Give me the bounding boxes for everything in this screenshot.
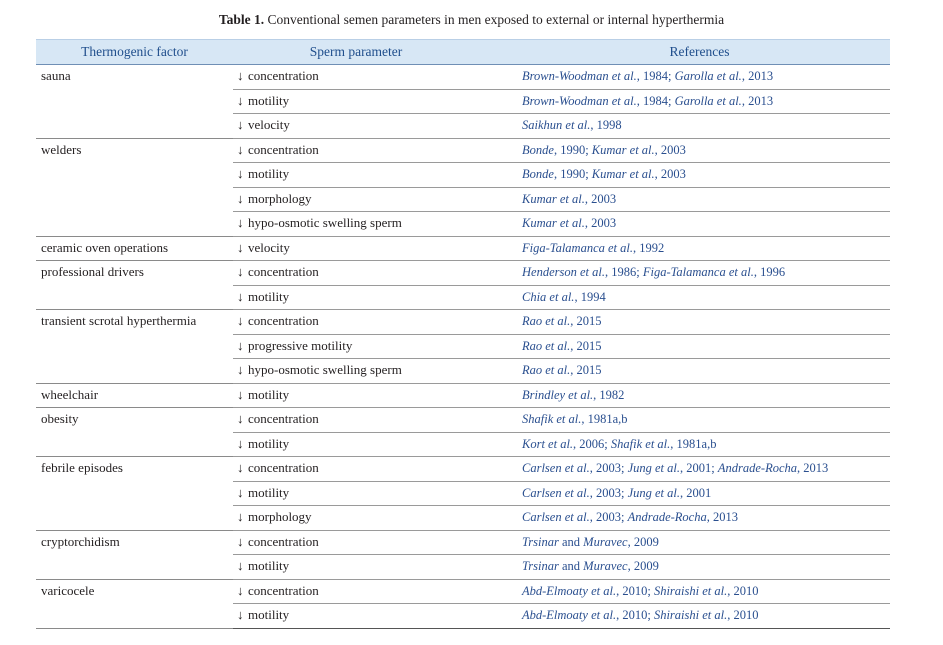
table-header — [36, 40, 890, 65]
sperm-parameter-cell — [233, 187, 489, 212]
reference-year: , 2003 — [584, 191, 617, 206]
reference-year: , 2001; — [680, 461, 718, 475]
reference-author: Shafik et al. — [610, 436, 671, 451]
sperm-parameter-label: motility — [248, 386, 290, 402]
reference-author: Carlsen et al. — [522, 485, 590, 500]
column-header-sperm-parameter: Sperm parameter — [233, 40, 489, 65]
reference-citation — [654, 608, 759, 622]
decrease-arrow-icon: ↓ — [237, 362, 244, 377]
decrease-arrow-icon: ↓ — [237, 582, 244, 598]
reference-year: , 2013 — [741, 69, 774, 83]
sperm-parameter-label: velocity — [248, 239, 290, 255]
references-cell — [489, 285, 890, 310]
table-row — [36, 530, 890, 555]
references-cell — [489, 236, 890, 261]
reference-citation — [522, 216, 616, 230]
table-row — [36, 65, 890, 90]
sperm-parameter-cell — [233, 457, 489, 482]
references-cell — [489, 310, 890, 335]
references-cell — [489, 383, 890, 408]
reference-year: , 1982 — [593, 387, 625, 402]
reference-citation — [522, 241, 664, 255]
reference-year: , 2015 — [570, 363, 602, 377]
sperm-parameter-label: motility — [248, 288, 290, 304]
hyperthermia-table — [36, 39, 890, 629]
thermogenic-factor-cell: obesity — [36, 408, 233, 457]
table-row — [36, 236, 890, 261]
reference-citation — [643, 265, 785, 279]
thermogenic-factor-cell: febrile episodes — [36, 457, 233, 531]
table-row — [36, 579, 890, 604]
decrease-arrow-icon: ↓ — [237, 607, 244, 622]
table-row — [36, 383, 890, 408]
column-header-thermogenic-factor: Thermogenic factor — [36, 40, 233, 65]
sperm-parameter-label: concentration — [248, 313, 319, 328]
reference-citation — [522, 339, 602, 353]
reference-citation — [611, 437, 717, 451]
reference-citation — [522, 388, 624, 402]
reference-citation — [522, 143, 592, 157]
table-body — [36, 65, 890, 629]
reference-author: Figa-Talamanca et al. — [642, 265, 754, 279]
reference-citation — [675, 69, 774, 83]
reference-citation — [522, 584, 654, 598]
sperm-parameter-label: motility — [248, 558, 290, 573]
reference-year: , 1990; — [553, 167, 592, 181]
reference-citation — [592, 143, 686, 157]
reference-year: , 2003 — [584, 216, 617, 230]
reference-year: , 2003; — [589, 485, 628, 500]
decrease-arrow-icon: ↓ — [237, 558, 244, 573]
reference-author: Garolla et al. — [674, 93, 742, 108]
reference-year: , 1981a,b — [670, 436, 717, 451]
decrease-arrow-icon: ↓ — [237, 460, 244, 475]
thermogenic-factor-cell: varicocele — [36, 579, 233, 628]
sperm-parameter-label: progressive motility — [248, 337, 353, 353]
decrease-arrow-icon: ↓ — [237, 533, 244, 549]
thermogenic-factor-cell: cryptorchidism — [36, 530, 233, 579]
reference-author: Jung et al. — [627, 485, 680, 500]
reference-year: , 2003 — [654, 142, 686, 157]
sperm-parameter-label: motility — [248, 607, 290, 622]
reference-year: , 2001 — [680, 485, 712, 500]
decrease-arrow-icon: ↓ — [237, 92, 244, 108]
references-cell — [489, 530, 890, 555]
reference-year: , 2010 — [727, 608, 759, 622]
sperm-parameter-label: motility — [248, 484, 290, 500]
references-cell — [489, 359, 890, 384]
decrease-arrow-icon: ↓ — [237, 190, 244, 206]
table-row — [36, 408, 890, 433]
sperm-parameter-cell — [233, 604, 489, 629]
thermogenic-factor-cell: transient scrotal hyperthermia — [36, 310, 233, 384]
reference-citation — [628, 510, 738, 524]
thermogenic-factor-cell: sauna — [36, 65, 233, 139]
references-cell — [489, 65, 890, 90]
reference-year: , 2015 — [570, 338, 602, 353]
sperm-parameter-cell — [233, 555, 489, 580]
reference-citation — [592, 167, 686, 181]
reference-year: , 2010; — [616, 583, 654, 598]
reference-year: , 2003 — [654, 167, 686, 181]
reference-author: Muravec — [583, 534, 628, 549]
reference-citation — [628, 461, 718, 475]
reference-year: , 2010; — [616, 608, 654, 622]
reference-citation — [522, 314, 602, 328]
thermogenic-factor-cell: professional drivers — [36, 261, 233, 310]
sperm-parameter-label: motility — [248, 435, 290, 451]
decrease-arrow-icon: ↓ — [237, 435, 244, 451]
sperm-parameter-cell — [233, 261, 489, 286]
references-cell — [489, 579, 890, 604]
reference-author: Shiraishi et al. — [653, 608, 728, 622]
decrease-arrow-icon: ↓ — [237, 117, 244, 132]
table-caption-text: Conventional semen parameters in men exposed to external or internal hyperthermia — [267, 12, 725, 27]
reference-author: Jung et al. — [627, 461, 680, 475]
reference-author: Henderson et al. — [522, 265, 605, 279]
reference-citation — [522, 94, 675, 108]
reference-citation — [583, 535, 659, 549]
sperm-parameter-cell — [233, 65, 489, 90]
decrease-arrow-icon: ↓ — [237, 141, 244, 157]
reference-author: Rao et al. — [522, 314, 571, 328]
reference-author: Kort et al. — [522, 436, 574, 451]
sperm-parameter-cell — [233, 383, 489, 408]
reference-author: Brown-Woodman et al. — [522, 93, 637, 108]
table-row — [36, 310, 890, 335]
reference-year: , 2003; — [589, 510, 628, 524]
sperm-parameter-label: hypo-osmotic swelling sperm — [248, 362, 402, 377]
reference-citation — [522, 118, 622, 132]
reference-author: Trsinar — [522, 534, 559, 549]
decrease-arrow-icon: ↓ — [237, 215, 244, 230]
sperm-parameter-label: concentration — [248, 533, 319, 549]
references-cell — [489, 481, 890, 506]
reference-year: , 2015 — [570, 314, 602, 328]
reference-citation — [522, 192, 616, 206]
sperm-parameter-cell — [233, 506, 489, 531]
sperm-parameter-label: concentration — [248, 264, 319, 279]
reference-citation — [522, 437, 611, 451]
reference-year: , 2003; — [589, 461, 628, 475]
references-cell — [489, 89, 890, 114]
sperm-parameter-label: hypo-osmotic swelling sperm — [248, 215, 402, 230]
reference-citation — [522, 290, 606, 304]
reference-citation — [718, 461, 828, 475]
sperm-parameter-label: motility — [248, 92, 290, 108]
reference-year: and — [558, 559, 584, 573]
reference-year: , 1990; — [553, 142, 592, 157]
decrease-arrow-icon: ↓ — [237, 386, 244, 402]
sperm-parameter-cell — [233, 408, 489, 433]
sperm-parameter-cell — [233, 89, 489, 114]
reference-author: Shafik et al. — [522, 412, 582, 426]
reference-author: Brindley et al. — [522, 387, 594, 402]
sperm-parameter-cell — [233, 138, 489, 163]
sperm-parameter-cell — [233, 481, 489, 506]
references-cell — [489, 163, 890, 188]
reference-citation — [522, 608, 654, 622]
sperm-parameter-label: concentration — [248, 460, 319, 475]
decrease-arrow-icon: ↓ — [237, 68, 244, 83]
reference-author: Bonde — [522, 167, 554, 181]
reference-year: , 2006; — [573, 436, 611, 451]
decrease-arrow-icon: ↓ — [237, 509, 244, 524]
reference-author: Rao et al. — [522, 363, 571, 377]
reference-author: Andrade-Rocha — [627, 510, 707, 524]
sperm-parameter-cell — [233, 334, 489, 359]
references-cell — [489, 432, 890, 457]
thermogenic-factor-cell: ceramic oven operations — [36, 236, 233, 261]
reference-citation — [522, 412, 628, 426]
sperm-parameter-cell — [233, 114, 489, 139]
reference-year: , 2009 — [627, 534, 659, 549]
reference-author: Shiraishi et al. — [653, 583, 728, 598]
reference-author: Figa-Talamanca et al. — [522, 240, 633, 255]
references-cell — [489, 506, 890, 531]
reference-year: , 2013 — [706, 510, 738, 524]
references-cell — [489, 212, 890, 237]
reference-citation — [522, 265, 643, 279]
reference-author: Chia et al. — [522, 289, 575, 304]
references-cell — [489, 604, 890, 629]
table-row — [36, 457, 890, 482]
reference-author: Andrade-Rocha — [717, 461, 798, 475]
reference-citation — [522, 486, 628, 500]
table-caption — [0, 11, 943, 29]
reference-citation — [522, 510, 628, 524]
reference-year: , 2010 — [727, 583, 759, 598]
reference-author: Kumar et al. — [522, 191, 585, 206]
decrease-arrow-icon: ↓ — [237, 288, 244, 304]
reference-author: Muravec — [583, 559, 628, 573]
reference-author: Kumar et al. — [591, 142, 655, 157]
references-cell — [489, 334, 890, 359]
reference-year: , 1994 — [574, 289, 606, 304]
decrease-arrow-icon: ↓ — [237, 337, 244, 353]
reference-author: Abd-Elmoaty et al. — [522, 583, 617, 598]
references-cell — [489, 261, 890, 286]
reference-year: , 1984; — [636, 69, 675, 83]
decrease-arrow-icon: ↓ — [237, 484, 244, 500]
sperm-parameter-cell — [233, 310, 489, 335]
reference-year: , 1998 — [590, 118, 622, 132]
reference-year: , 2013 — [741, 93, 774, 108]
reference-author: Kumar et al. — [591, 167, 655, 181]
reference-year: and — [558, 534, 584, 549]
reference-author: Garolla et al. — [674, 69, 742, 83]
sperm-parameter-label: velocity — [248, 117, 290, 132]
reference-year: , 1986; — [604, 265, 643, 279]
reference-author: Rao et al. — [522, 338, 571, 353]
references-cell — [489, 555, 890, 580]
reference-author: Carlsen et al. — [522, 510, 590, 524]
reference-year: , 1984; — [636, 93, 675, 108]
references-cell — [489, 114, 890, 139]
thermogenic-factor-cell: wheelchair — [36, 383, 233, 408]
reference-citation — [583, 559, 659, 573]
references-cell — [489, 408, 890, 433]
reference-year: , 1992 — [633, 240, 665, 255]
decrease-arrow-icon: ↓ — [237, 313, 244, 328]
sperm-parameter-cell — [233, 432, 489, 457]
reference-citation — [654, 584, 759, 598]
sperm-parameter-cell — [233, 530, 489, 555]
table-row — [36, 138, 890, 163]
sperm-parameter-label: concentration — [248, 411, 319, 426]
table-row — [36, 261, 890, 286]
references-cell — [489, 457, 890, 482]
sperm-parameter-cell — [233, 285, 489, 310]
reference-citation — [628, 486, 712, 500]
sperm-parameter-label: concentration — [248, 68, 319, 83]
sperm-parameter-label: morphology — [248, 190, 312, 206]
decrease-arrow-icon: ↓ — [237, 166, 244, 181]
sperm-parameter-label: concentration — [248, 582, 319, 598]
sperm-parameter-label: morphology — [248, 509, 312, 524]
reference-citation — [522, 69, 675, 83]
sperm-parameter-cell — [233, 359, 489, 384]
references-cell — [489, 138, 890, 163]
reference-author: Kumar et al. — [522, 216, 585, 230]
sperm-parameter-label: motility — [248, 166, 290, 181]
reference-author: Trsinar — [522, 559, 559, 573]
sperm-parameter-label: concentration — [248, 141, 319, 157]
sperm-parameter-cell — [233, 236, 489, 261]
reference-author: Bonde — [522, 142, 554, 157]
reference-citation — [522, 461, 628, 475]
reference-citation — [522, 167, 592, 181]
references-cell — [489, 187, 890, 212]
sperm-parameter-cell — [233, 163, 489, 188]
reference-citation — [522, 363, 602, 377]
reference-year: , 1981a,b — [581, 412, 628, 426]
reference-author: Abd-Elmoaty et al. — [522, 608, 617, 622]
sperm-parameter-cell — [233, 212, 489, 237]
reference-year: , 1996 — [753, 265, 786, 279]
table-caption-label: Table 1. — [218, 12, 265, 27]
reference-year: , 2009 — [627, 559, 659, 573]
reference-citation — [522, 559, 583, 573]
reference-citation — [522, 535, 583, 549]
reference-citation — [675, 94, 774, 108]
sperm-parameter-cell — [233, 579, 489, 604]
reference-author: Saikhun et al. — [522, 118, 591, 132]
column-header-references: References — [489, 40, 890, 65]
decrease-arrow-icon: ↓ — [237, 411, 244, 426]
reference-year: , 2013 — [797, 461, 829, 475]
decrease-arrow-icon: ↓ — [237, 239, 244, 255]
reference-author: Brown-Woodman et al. — [522, 69, 637, 83]
decrease-arrow-icon: ↓ — [237, 264, 244, 279]
reference-author: Carlsen et al. — [522, 461, 590, 475]
thermogenic-factor-cell: welders — [36, 138, 233, 236]
